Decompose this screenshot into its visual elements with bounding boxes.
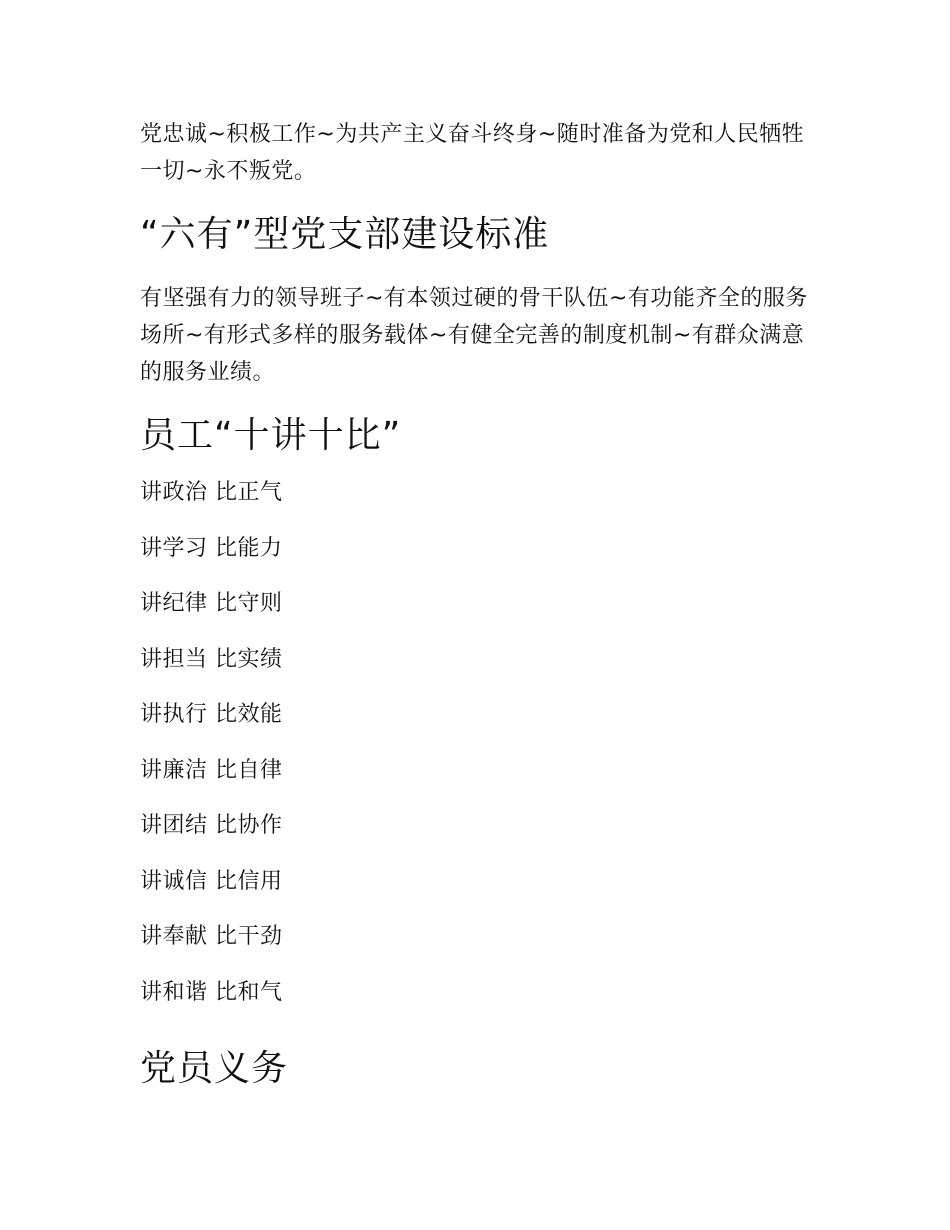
shijiang-list [140,474,810,1029]
list-item: 讲奉献 比干劲 [140,924,283,949]
heading-shijiang: 员工“十讲十比” [140,415,402,456]
list-item: 讲廉洁 比自律 [140,757,283,783]
list-item: 讲诚信 比信用 [140,868,283,894]
heading-liuyou: “六有”型党支部建设标准 [140,214,550,255]
list-item: 讲担当 比实绩 [140,646,283,672]
list-item: 讲执行 比效能 [140,702,283,727]
list-item: 讲政治 比正气 [140,480,283,505]
intro-paragraph: 党忠诚~积极工作~为共产主义奋斗终身~随时准备为党和人民牺牲一切~永不叛党。 [140,122,805,184]
document-page [140,116,810,1091]
liuyou-paragraph: 有坚强有力的领导班子~有本领过硬的骨干队伍~有功能齐全的服务场所~有形式多样的服务载体~有健全完善的制度机制~有群众满意的服务业绩。 [140,286,808,385]
list-item: 讲和谐 比和气 [140,979,283,1005]
list-item: 讲纪律 比守则 [140,591,283,616]
list-item: 讲学习 比能力 [140,535,283,561]
list-item: 讲团结 比协作 [140,813,283,838]
heading-yiwu: 党员义务 [140,1048,289,1089]
